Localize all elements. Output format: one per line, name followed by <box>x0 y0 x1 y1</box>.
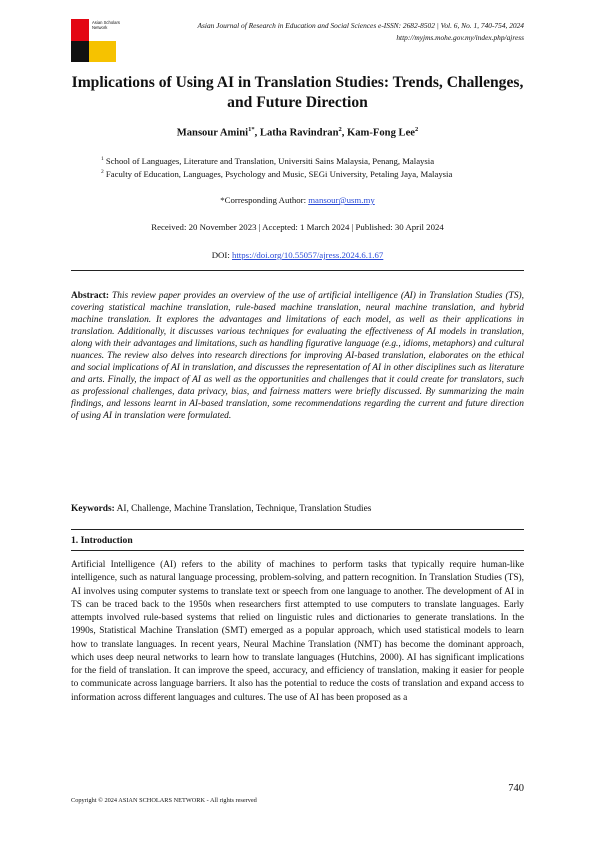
corresponding-author <box>71 195 524 205</box>
affiliation-number: 2 <box>101 169 104 176</box>
logo-yellow-block <box>89 41 116 62</box>
corresponding-email-link[interactable]: mansour@usm.my <box>308 195 375 205</box>
affiliation-text: Faculty of Education, Languages, Psychology and Music, SEGi University, Petaling Jaya, Malaysia <box>105 169 453 179</box>
logo-red-block <box>71 19 89 41</box>
abstract-text: This review paper provides an overview of the use of artificial intelligence (AI) in Translation Studies (TS), covering statistical machine translation, rule-based machine translation, neural machine translation, and hybrid machine translation. It explores the advantages and limitations of each model, as well as their applications in translation. Additionally, it discusses various techniques for evaluating the effectiveness of AI models in translation, along with their advantages and limitations, such as handling figurative language (e.g., idioms, metaphors) and cultural nuances. The review also delves into research directions for improving AI-based translation, elaborates on the ethical and social implications of AI in translation, and discusses the representation of AI in other disciplines such as literature and arts. Finally, the impact of AI as well as the opportunities and challenges that it could create for translators, such as professional challenges, data privacy, bias, and fairness matters were briefly discussed. By summarizing the main findings, and lessons learnt in AI-based translation, some recommendations regarding the current and future direction of using AI in translation were formulated. <box>71 291 524 422</box>
author-name: Latha Ravindran <box>259 127 339 139</box>
author-affiliation-mark: 2 <box>414 126 419 133</box>
doi-line <box>71 250 524 260</box>
author-name: Kam-Fong Lee <box>347 127 415 139</box>
section-heading: 1. Introduction <box>71 535 133 546</box>
journal-citation-line: Asian Journal of Research in Education and Social Sciences e-ISSN: 2682-8502 | Vol. 6, No. 1, 740-754, 2024 <box>197 21 524 30</box>
abstract-block <box>71 290 524 423</box>
author-list: Mansour Amini$^{1*}$, Latha Ravindran$^2$, Kam-Fong Lee$^2$ <box>176 126 419 139</box>
logo-black-block <box>71 41 89 62</box>
affiliation-1 <box>101 156 434 166</box>
copyright-notice: Copyright © 2024 ASIAN SCHOLARS NETWORK - All rights reserved <box>71 797 257 804</box>
paper-title: Implications of Using AI in Translation Studies: Trends, Challenges, and Future Direction <box>71 74 524 111</box>
author-affiliation-mark: 1* <box>248 126 255 133</box>
section-divider-top <box>71 529 524 530</box>
journal-url[interactable]: http://myjms.mohe.gov.my/index.php/ajress <box>396 33 524 42</box>
publisher-logo-text: Asian Scholars Network <box>92 20 120 30</box>
affiliation-2 <box>101 169 452 179</box>
introduction-paragraph: Artificial Intelligence (AI) refers to the ability of machines to perform tasks that typically require human-like intelligence, such as natural language processing, problem-solving, and pattern recognition. In Translation Studies (TS), AI involves using computer systems to translate text or speech from one language to another. The development of AI in TS can be traced back to the 1950s when researchers first attempted to use computers to translate languages. Early attempts involved rule-based systems that relied on linguistic rules and dictionaries to generate translations. In the 1990s, Statistical Machine Translation (SMT) emerged as a popular approach, which used statistical models to learn how to translate languages. In recent years, Neural Machine Translation (NMT) has become the dominant approach, which uses deep neural networks to learn how to translate languages (Hutchins, 2000). AI has significant implications for the field of translation. It can improve the speed, accuracy, and efficiency of translation, making it easier for people to communicate across language barriers. It also has the potential to reduce the costs of translation and expand access to information across different languages and cultures. The use of AI has been proposed as a <box>71 560 524 703</box>
publication-dates: Received: 20 November 2023 | Accepted: 1 March 2024 | Published: 30 April 2024 <box>151 222 444 232</box>
corresponding-label: *Corresponding Author: <box>220 195 309 205</box>
header-divider <box>71 270 524 271</box>
keywords-label: Keywords: <box>71 504 115 514</box>
affiliation-text: School of Languages, Literature and Translation, Universiti Sains Malaysia, Penang, Malaysia <box>105 156 435 166</box>
doi-link[interactable]: https://doi.org/10.55057/ajress.2024.6.1.67 <box>231 250 384 260</box>
keywords-line <box>71 504 524 514</box>
affiliation-number: 1 <box>101 156 104 163</box>
author-affiliation-mark: 2 <box>338 126 342 133</box>
doi-label: DOI: <box>211 250 232 260</box>
keywords-text: AI, Challenge, Machine Translation, Technique, Translation Studies <box>116 504 372 514</box>
abstract-label: Abstract: <box>71 291 110 301</box>
author-name: Mansour Amini <box>176 127 249 139</box>
page-number: 740 <box>508 783 524 794</box>
section-divider-bottom <box>71 550 524 551</box>
